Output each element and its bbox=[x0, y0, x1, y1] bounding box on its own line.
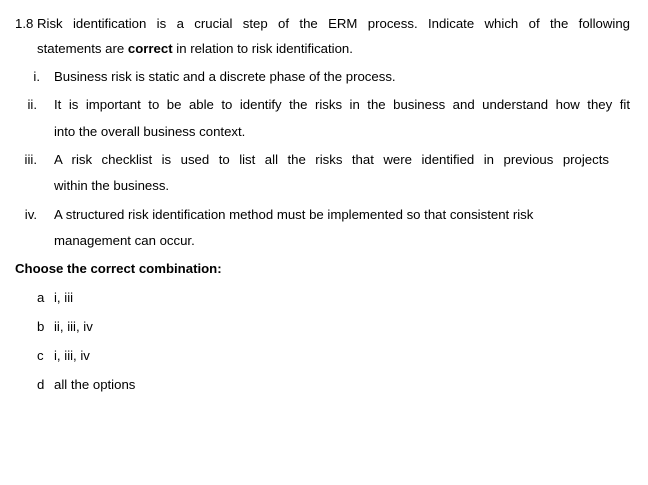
option-letter: a bbox=[37, 290, 45, 305]
question-text-before: statements are bbox=[37, 41, 128, 56]
statement-numeral: i. bbox=[33, 69, 40, 84]
statement-numeral: iii. bbox=[24, 152, 37, 167]
question-emphasis: correct bbox=[127, 41, 173, 56]
answer-prompt: Choose the correct combination: bbox=[15, 261, 222, 276]
option-letter: c bbox=[37, 348, 44, 363]
statement-numeral: ii. bbox=[27, 97, 37, 112]
statement-text: A structured risk identification method must be implemented so that consistent risk bbox=[54, 207, 534, 222]
question-text-after: in relation to risk identification. bbox=[172, 41, 353, 56]
option-text: all the options bbox=[54, 377, 136, 392]
option-text: i, iii, iv bbox=[54, 348, 90, 363]
statement-numeral: iv. bbox=[24, 207, 37, 222]
question-number: 1.8 bbox=[15, 16, 34, 31]
option-text: i, iii bbox=[54, 290, 74, 305]
statement-text: It is important to be able to identify the risks in the business and understand how they fit bbox=[54, 97, 630, 112]
statement-text-continued: within the business. bbox=[54, 178, 170, 193]
statement-text: A risk checklist is used to list all the risks that were identified in previous projects bbox=[54, 152, 609, 167]
question-text-line-2 bbox=[37, 41, 353, 56]
option-text: ii, iii, iv bbox=[54, 319, 93, 334]
option-letter: b bbox=[37, 319, 45, 334]
statement-text-continued: management can occur. bbox=[54, 233, 195, 248]
statement-text-continued: into the overall business context. bbox=[54, 124, 246, 139]
question-text-line-1: Risk identification is a crucial step of the ERM process. Indicate which of the following bbox=[37, 16, 630, 31]
option-letter: d bbox=[37, 377, 45, 392]
statement-text: Business risk is static and a discrete phase of the process. bbox=[54, 69, 396, 84]
